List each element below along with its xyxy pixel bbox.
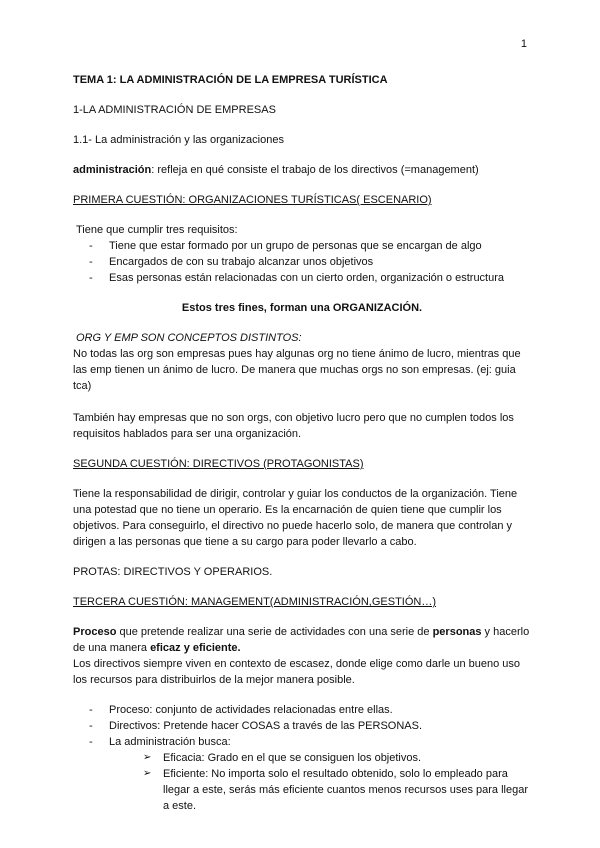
first-question-heading: PRIMERA CUESTIÓN: ORGANIZACIONES TURÍSTICAS( ESCENARIO) [73, 194, 432, 206]
protas-line: PROTAS: DIRECTIVOS Y OPERARIOS. [73, 566, 273, 578]
conclusion-text: Estos tres fines, forman una [181, 302, 333, 314]
requirements-list [73, 238, 531, 286]
list-item: ➢ Eficacia: Grado en el que se consiguen los objetivos. [143, 750, 531, 766]
list-item: - Tiene que estar formado por un grupo de personas que se encargan de algo [89, 238, 531, 254]
administration-goals-list [73, 750, 531, 814]
list-item: - Encargados de con su trabajo alcanzar unos objetivos [89, 254, 531, 270]
list-item: - Esas personas están relacionadas con un cierto orden, organización o estructura [89, 270, 531, 286]
document-title: TEMA 1: LA ADMINISTRACIÓN DE LA EMPRESA TURÍSTICA [73, 74, 388, 86]
italic-note: ORG Y EMP SON CONCEPTOS DISTINTOS: [76, 332, 302, 344]
definition-text: : refleja en qué consiste el trabajo de los directivos (=management) [151, 164, 479, 176]
scarcity-paragraph: Los directivos siempre viven en contexto de escasez, donde elige como darle un bueno uso los recursos para distribuirlos de la mejor manera posible. [73, 658, 520, 686]
list-item: - La administración busca: [89, 734, 531, 750]
list-item: - Directivos: Pretende hacer COSAS a través de las PERSONAS. [89, 718, 531, 734]
management-list [73, 702, 531, 750]
list-item: - Proceso: conjunto de actividades relacionadas entre ellas. [89, 702, 531, 718]
third-question-heading: TERCERA CUESTIÓN: MANAGEMENT(ADMINISTRACIÓN,GESTIÓN…) [73, 596, 437, 608]
subsection-heading: 1.1- La administración y las organizaciones [73, 134, 284, 146]
process-text: que pretende realizar una serie de actividades con una serie de [116, 626, 433, 638]
definition-paragraph [73, 162, 531, 178]
org-vs-emp-paragraph: No todas las org son empresas pues hay algunas org no tiene ánimo de lucro, mientras que las emp tienen un ánimo de lucro. De manera que muchas orgs no son empresas. (ej: guia tca) [73, 348, 521, 392]
effective-term: eficaz y eficiente. [150, 642, 241, 654]
organization-conclusion [73, 300, 531, 316]
conclusion-keyword: ORGANIZACIÓN. [332, 302, 423, 314]
directivos-paragraph: Tiene la responsabilidad de dirigir, controlar y guiar los conductos de la organización. Tiene una potestad que no tiene un operario. Es la encarnación de quien tiene que cumplir los objetivos. Para conseguirlo, el directivo no puede hacerlo solo, de manera que controlan y dirigen a las personas que tiene a su cargo para poder llevarlo a cabo. [73, 488, 518, 548]
companies-not-orgs-paragraph: También hay empresas que no son orgs, con objetivo lucro pero que no cumplen todos los requisitos hablados para ser una organización. [73, 412, 514, 440]
people-term: personas [432, 626, 482, 638]
section-heading: 1-LA ADMINISTRACIÓN DE EMPRESAS [73, 104, 276, 116]
document-body [73, 70, 531, 814]
second-question-heading: SEGUNDA CUESTIÓN: DIRECTIVOS (PROTAGONISTAS) [73, 458, 364, 470]
process-paragraph [73, 624, 531, 656]
page-number: 1 [520, 38, 527, 50]
definition-term: administración [73, 164, 152, 176]
process-term: Proceso [73, 626, 117, 638]
process-text-2: y hacerlo de una manera [73, 626, 530, 654]
list-item: ➢ Eficiente: No importa solo el resultado obtenido, solo lo empleado para llegar a este, serás más eficiente cuantos menos recursos uses para llegar a este. [143, 766, 531, 814]
requirements-intro: Tiene que cumplir tres requisitos: [76, 224, 238, 236]
